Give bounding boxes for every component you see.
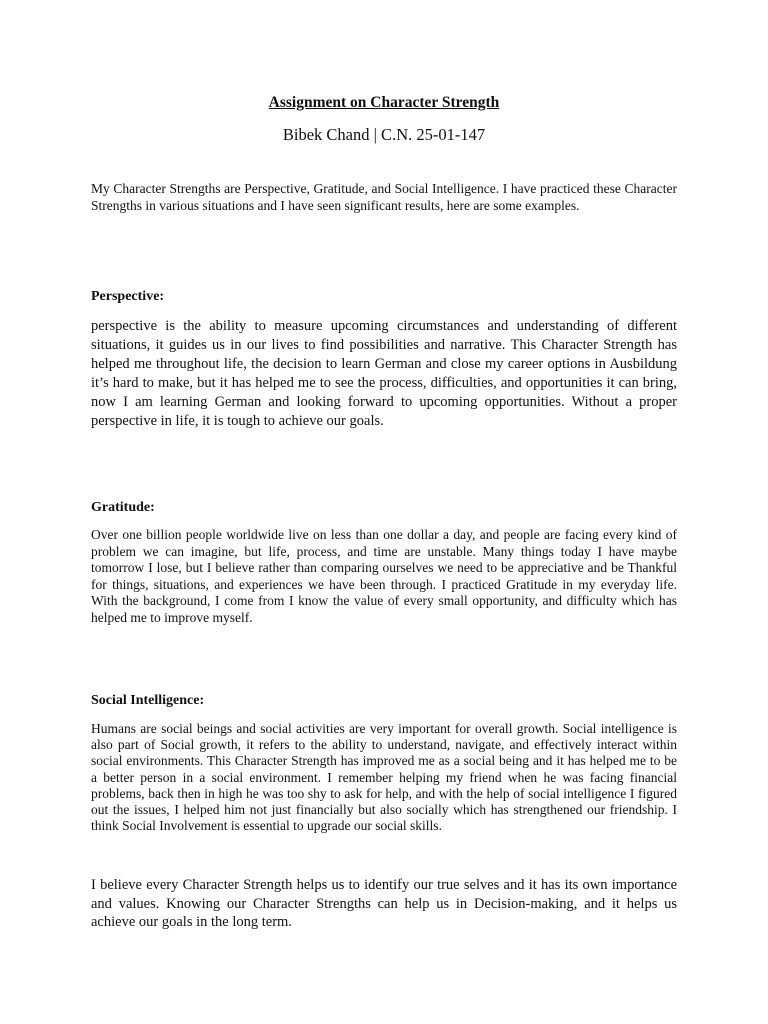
intro-paragraph: My Character Strengths are Perspective, Gratitude, and Social Intelligence. I have practiced these Character Strengths in various situations and I have seen significant results, here are some examples. [91, 181, 677, 213]
section-heading-social-intelligence: Social Intelligence: [91, 693, 205, 708]
section-body-social-intelligence: Humans are social beings and social activities are very important for overall growth. Social intelligence is also part of Social growth, it refers to the ability to understand, navigate, and effectively interact within social environments. This Character Strength has improved me as a social being and it has helped me to be a better person in a social environment. I remember helping my friend when he was facing financial problems, back then in high he was too shy to ask for help, and with the help of social intelligence I figured out the issues, I helped him not just financially but also socially which has strengthened our friendship. I think Social Involvement is essential to upgrade our social skills. [91, 721, 677, 834]
section-heading-gratitude: Gratitude: [91, 500, 155, 515]
conclusion-paragraph: I believe every Character Strength helps us to identify our true selves and it has its own importance and values. Knowing our Character Strengths can help us in Decision-making, and it helps us achieve our goals in the long term. [91, 877, 677, 930]
document-title: Assignment on Character Strength [268, 94, 500, 111]
section-body-perspective: perspective is the ability to measure upcoming circumstances and understanding of different situations, it guides us in our lives to find possibilities and narrative. This Character Strength has helped me throughout life, the decision to learn German and close my career options in Ausbildung it’s hard to make, but it has helped me to see the process, difficulties, and opportunities it can bring, now I am learning German and looking forward to upcoming opportunities. Without a proper perspective in life, it is tough to achieve our goals. [91, 318, 677, 429]
section-body-gratitude: Over one billion people worldwide live on less than one dollar a day, and people are facing every kind of problem we can imagine, but life, process, and time are unstable. Many things today I have maybe tomorrow I lose, but I believe rather than comparing ourselves we need to be appreciative and be Thankful for things, situations, and experiences we have been through. I practiced Gratitude in my everyday life. With the background, I come from I know the value of every small opportunity, and difficulty which has helped me to improve myself. [91, 527, 677, 625]
section-heading-perspective: Perspective: [91, 289, 165, 304]
author-line: Bibek Chand | C.N. 25-01-147 [282, 125, 486, 144]
